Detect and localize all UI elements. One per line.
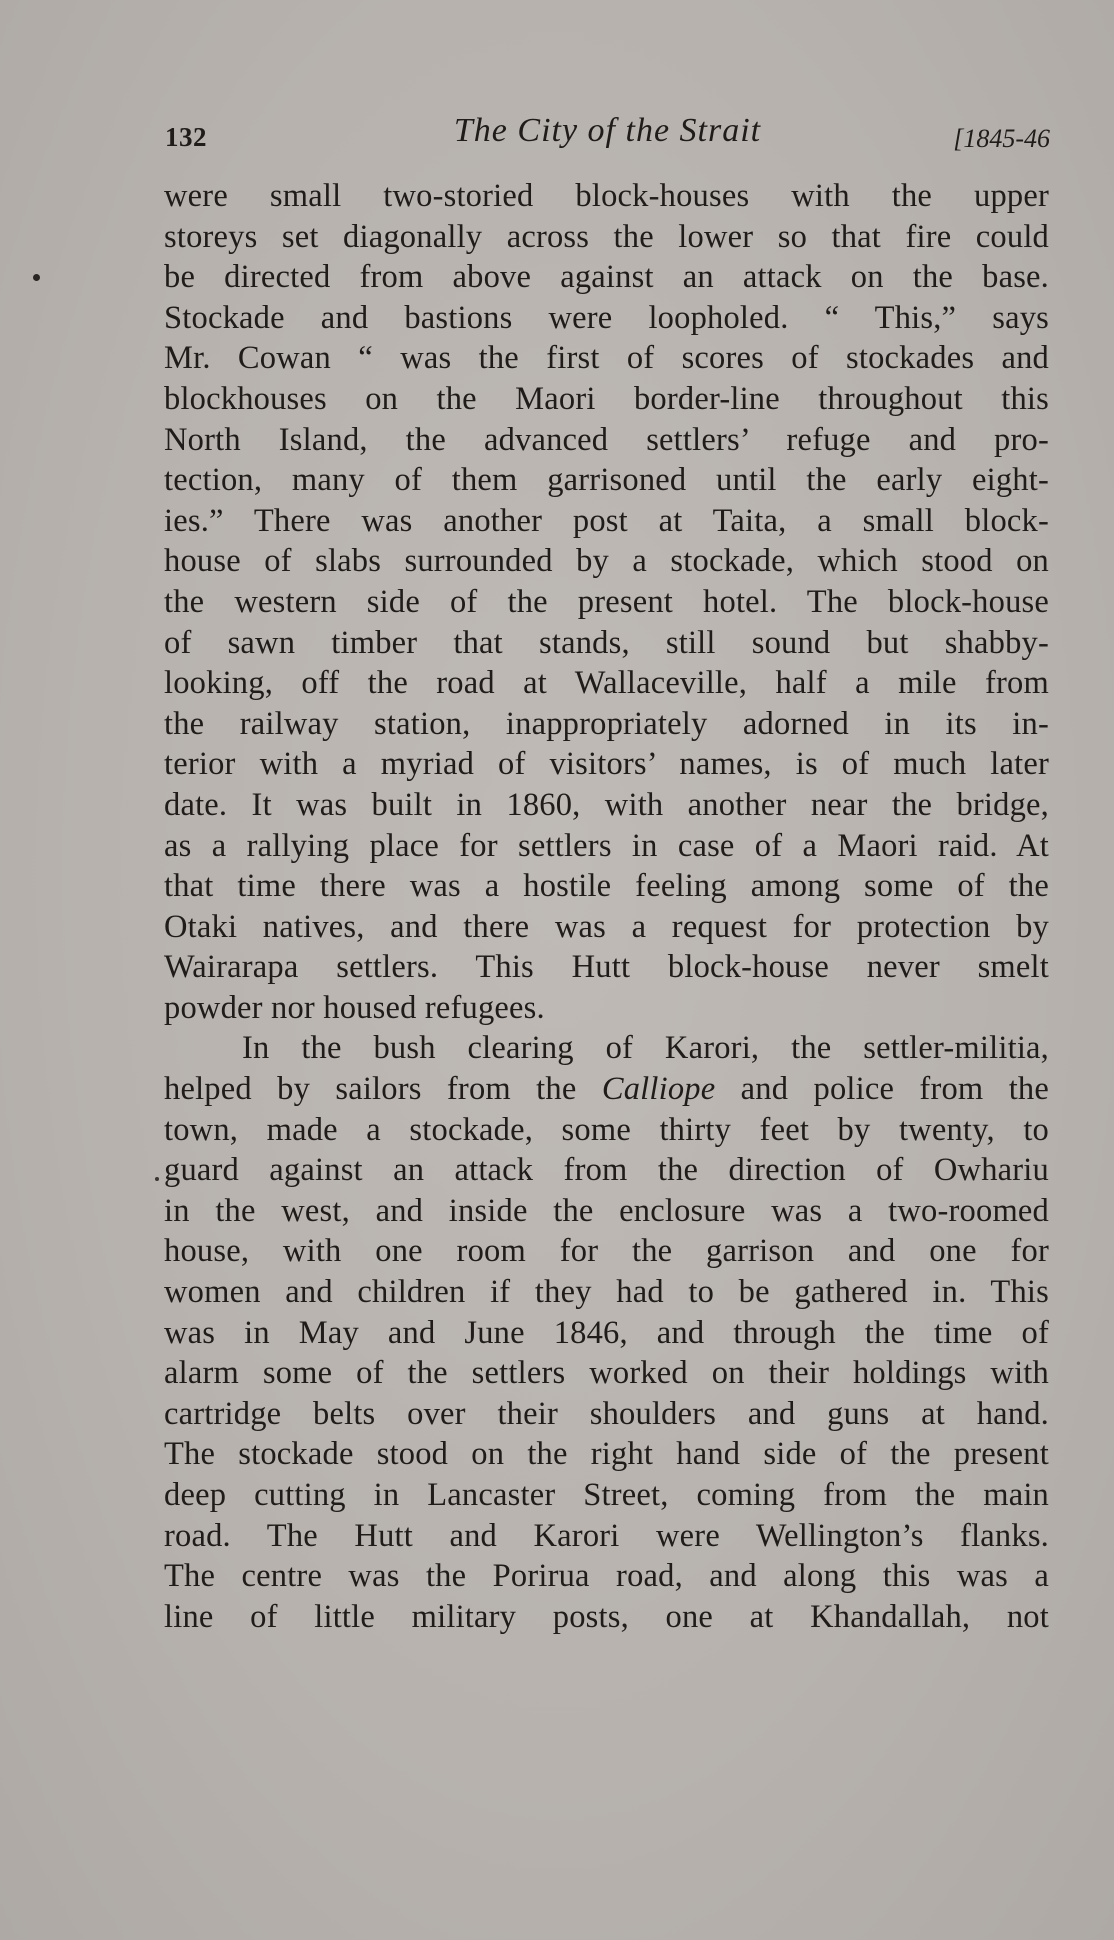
running-head: [165, 112, 1050, 160]
text-line: house, with one room for the garrison and one for: [164, 1233, 1049, 1270]
margin-mark: [33, 274, 40, 281]
page-number: 132: [165, 122, 207, 152]
text-line: terior with a myriad of visitors’ names, is of much later: [164, 746, 1049, 783]
text-line: blockhouses on the Maori border-line throughout this: [164, 380, 1049, 417]
text-line: town, made a stockade, some thirty feet by twenty, to: [164, 1111, 1049, 1148]
date-range: [1845-46: [953, 124, 1050, 153]
text-line: women and children if they had to be gathered in. This: [164, 1274, 1049, 1311]
text-line: be directed from above against an attack on the base.: [164, 259, 1049, 296]
text-line: Otaki natives, and there was a request for protection by: [164, 908, 1049, 945]
margin-mark-small: [155, 1177, 159, 1181]
text-line: the railway station, inappropriately adorned in its in-: [164, 705, 1049, 742]
text-line: Stockade and bastions were loopholed. “ This,” says: [164, 299, 1049, 336]
text-line: powder nor housed refugees.: [164, 989, 545, 1026]
text-line: house of slabs surrounded by a stockade, which stood on: [164, 543, 1049, 580]
text-segment: helped by sailors from the: [164, 1071, 602, 1108]
text-line: the western side of the present hotel. The block-house: [164, 583, 1049, 620]
text-line: cartridge belts over their shoulders and guns at hand.: [164, 1395, 1049, 1432]
text-line: in the west, and inside the enclosure was a two-roomed: [164, 1192, 1049, 1229]
text-line: The stockade stood on the right hand side of the present: [164, 1436, 1049, 1473]
text-line: line of little military posts, one at Khandallah, not: [164, 1598, 1049, 1635]
text-line-with-ship-name: [164, 1069, 1049, 1110]
text-line: guard against an attack from the direction of Owhariu: [164, 1152, 1049, 1189]
text-line: Wairarapa settlers. This Hutt block-house never smelt: [164, 949, 1049, 986]
body-text: [164, 176, 1049, 1637]
chapter-title: The City of the Strait: [453, 112, 762, 149]
text-line: looking, off the road at Wallaceville, half a mile from: [164, 665, 1049, 702]
text-line: date. It was built in 1860, with another near the bridge,: [164, 786, 1049, 823]
text-line: as a rallying place for settlers in case of a Maori raid. At: [164, 827, 1049, 864]
text-line: storeys set diagonally across the lower so that fire could: [164, 218, 1049, 255]
text-line: deep cutting in Lancaster Street, coming from the main: [164, 1477, 1049, 1513]
text-line: road. The Hutt and Karori were Wellington’s flanks.: [164, 1517, 1049, 1554]
text-line: The centre was the Porirua road, and along this was a: [164, 1558, 1049, 1595]
text-line: Mr. Cowan “ was the first of scores of stockades and: [164, 340, 1049, 377]
text-segment: and police from the: [715, 1071, 1050, 1108]
ship-name: Calliope: [601, 1071, 716, 1108]
text-line: was in May and June 1846, and through the time of: [164, 1314, 1049, 1351]
text-line: that time there was a hostile feeling among some of the: [164, 868, 1049, 905]
text-line: alarm some of the settlers worked on their holdings with: [164, 1355, 1049, 1392]
paragraph-start: In the bush clearing of Karori, the settler-militia,: [242, 1030, 1049, 1067]
text-line: were small two-storied block-houses with the upper: [164, 178, 1049, 214]
text-line: tection, many of them garrisoned until the early eight-: [164, 462, 1049, 499]
text-line: North Island, the advanced settlers’ refuge and pro-: [164, 421, 1049, 458]
text-line: ies.” There was another post at Taita, a small block-: [164, 502, 1049, 539]
text-line: of sawn timber that stands, still sound but shabby-: [164, 624, 1049, 661]
